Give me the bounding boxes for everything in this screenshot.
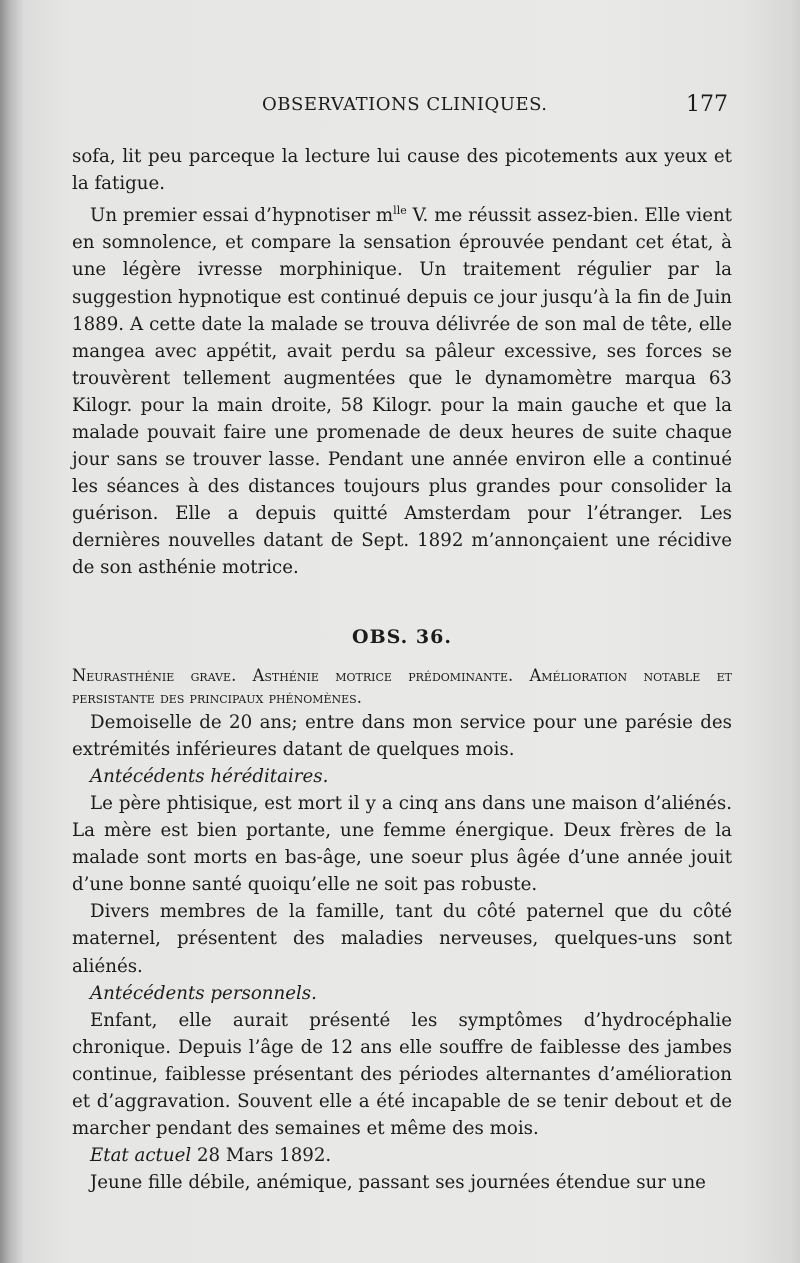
current-state-line <box>72 1142 732 1169</box>
paragraph: Divers membres de la famille, tant du côté paternel que du côté maternel, présentent des maladies nerveuses, quelques-uns sont aliénés. <box>72 901 732 977</box>
text-run: Un premier essai d’hypnotiser m <box>90 205 394 227</box>
page-body <box>72 143 732 1196</box>
paragraph <box>72 197 732 581</box>
section-heading-personal: Antécédents personnels. <box>90 982 317 1004</box>
paragraph: Jeune fille débile, anémique, passant ses journées étendue sur une <box>90 1172 706 1194</box>
running-title: OBSERVATIONS CLINIQUES. <box>262 94 548 115</box>
current-state-date: 28 Mars 1892. <box>191 1145 332 1167</box>
section-heading-hereditary: Antécédents héréditaires. <box>90 765 329 787</box>
paragraph: Enfant, elle aurait présenté les symptômes d’hydrocéphalie chronique. Depuis l’âge de 12 ans elle souffre de faiblesse des jambes continue, faiblesse présentant des périodes alternantes d’amélioration et d’aggravation. Souvent elle a été incapable de se tenir debout et de marcher pendant des semaines et même des mois. <box>72 1009 732 1140</box>
text-run: V. me réussit assez-bien. Elle vient en somnolence, et compare la sensation éprouvée pendant cet état, à une légère ivresse morphinique. Un traitement régulier par la suggestion hypnotique est continué depuis ce jour jusqu’à la fin de Juin 1889. A cette date la malade se trouva délivrée de son mal de tête, elle mangea avec appétit, avait perdu sa pâleur excessive, ses forces se trouvèrent tellement augmentées que le dynamomètre marqua 63 Kilogr. pour la main droite, 58 Kilogr. pour la main gauche et que la malade pouvait faire une promenade de deux heures de suite chaque jour sans se trouver lasse. Pendant une année environ elle a continué les séances à des distances toujours plus grandes pour consolider la guérison. Elle a depuis quitté Amsterdam pour l’étranger. Les dernières nouvelles datant de Sept. 1892 m’annonçaient une récidive de son asthénie motrice. <box>72 205 732 579</box>
page-number: 177 <box>686 92 728 117</box>
page-header <box>0 92 800 122</box>
superscript: lle <box>393 204 407 218</box>
current-state-label: Etat actuel <box>90 1145 192 1167</box>
observation-summary: Neurasthénie grave. Asthénie motrice prédominante. Amélioration notable et persistante des principaux phénomènes. <box>72 665 732 707</box>
observation-title: OBS. 36. <box>352 625 452 648</box>
paragraph: Demoiselle de 20 ans; entre dans mon service pour une parésie des extrémités inférieures datant de quelques mois. <box>72 711 732 760</box>
paragraph: Le père phtisique, est mort il y a cinq ans dans une maison d’aliénés. La mère est bien portante, une femme énergique. Deux frères de la malade sont morts en bas-âge, une soeur plus âgée d’une année jouit d’une bonne santé quoiqu’elle ne soit pas robuste. <box>72 792 732 896</box>
paragraph: sofa, lit peu parceque la lecture lui cause des picotements aux yeux et la fatigue. <box>72 146 732 195</box>
